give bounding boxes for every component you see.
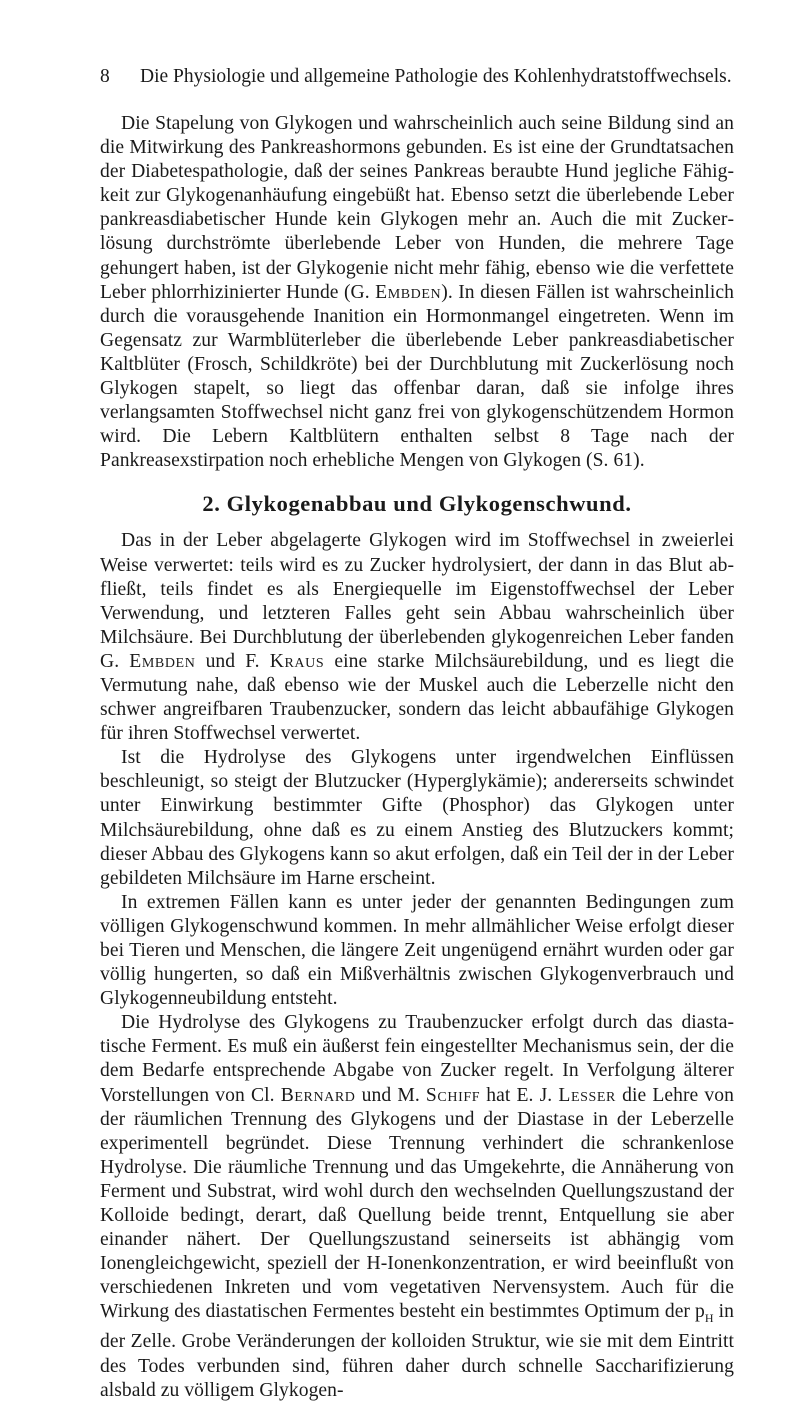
running-head [100, 64, 734, 90]
author-name: Lesser [558, 1084, 616, 1106]
section-heading: 2. Glykogenabbau und Glykogenschwund. [202, 491, 632, 517]
running-title: Die Physiologie und allgemeine Pathologie des Kohlenhydratstoffwechsels. [140, 66, 732, 87]
paragraph-glykogen-verwertung: Das in der Leber abgelagerte Glykogen wird im Stoffwechsel in zweierlei Weise verwertet: teils wird es zu Zucker hydrolysiert, der dann in das Blut abfließt, teils findet es als Energiequelle im Eigenstoffwechsel der Leber Verwendung, und letzteren Falles geht sein Abbau wahrscheinlich über Milchsäure. Bei Durchblutung der überlebenden glykogenreichen Leber fanden G. Embden und F. Kraus eine starke Milchsäurebildung, und es liegt die Vermutung nahe, daß ebenso wie der Muskel auch die Leberzelle nicht den schwer angreifbaren Traubenzucker, sondern das leicht abbaufähige Glykogen für ihren Stoffwechsel verwertet. [100, 530, 735, 745]
paragraph-diastase: Die Hydrolyse des Glykogens zu Traubenzucker erfolgt durch das diastatische Ferment. Es muß ein äußerst fein eingestellter Mechanismus sein, der die dem Bedarfe entsprechende Abgabe von Zucker regelt. In Verfolgung älterer Vorstellungen von Cl. Bernard und M. Schiff hat E. J. Lesser die Lehre von der räumlichen Trennung des Glykogens und der Diastase in der Leberzelle experimentell begründet. Diese Trennung verhindert die schrankenlose Hydrolyse. Die räumliche Trennung und das Umgekehrte, die Annäherung von Ferment und Substrat, wird wohl durch den wechselnden Quellungszustand der Kolloide bedingt, derart, daß Quellung beide trennt, Entquellung sie aber einander nähert. Der Quellungszustand seinerseits ist abhängig vom Ionengleichgewicht, speziell der H-Ionenkonzentration, er wird beeinflußt von verschiedenen Inkreten und vom vegetativen Nervensystem. Auch für die Wirkung des diastatischen Fermentes besteht ein bestimmtes Optimum der $p_H$ in der Zelle. Grobe Veränderungen der kolloiden Struktur, wie sie mit dem Eintritt des Todes verbunden sind, führen daher durch schnelle Saccharifizierung alsbald zu völligem Glykogen- [100, 1012, 735, 1401]
author-name: Embden [375, 281, 442, 303]
paragraph-hydrolyse: Ist die Hydrolyse des Glykogens unter irgendwelchen Einflüssen beschleunigt, so steigt der Blutzucker (Hyperglykämie); andererseits schwindet unter Einwirkung bestimmter Gifte (Phosphor) das Glykogen unter Milchsäurebildung, ohne daß es zu einem Anstieg des Blutzuckers kommt; dieser Abbau des Glykogens kann so akut erfolgen, daß ein Teil der in der Leber gebildeten Milchsäure im Harne erscheint. [100, 747, 734, 889]
page-number: 8 [100, 66, 110, 87]
paragraph-glykogenschwund: In extremen Fällen kann es unter jeder der genannten Bedingungen zum völligen Glykogenschwund kommen. In mehr allmählicher Weise erfolgt dieser bei Tieren und Menschen, die längere Zeit ungenügend ernährt wurden oder gar völlig hungerten, so daß ein Mißverhältnis zwischen Glykogenverbrauch und Glykogenneubildung entsteht. [100, 891, 734, 1010]
author-name: Kraus [269, 650, 325, 672]
paragraph-glykogen-stapelung: Die Stapelung von Glykogen und wahrscheinlich auch seine Bildung sind an die Mitwirkung des Pankreashormons gebunden. Es ist eine der Grundtatsachen der Diabetespathologie, daß der seines Pankreas beraubte Hund jegliche Fähigkeit zur Glykogenanhäufung eingebüßt hat. Ebenso setzt die überlebende Leber pankreasdiabetischer Hunde kein Glykogen mehr an. Auch die mit Zuckerlösung durchströmte überlebende Leber von Hunden, die mehrere Tage gehungert haben, ist der Glykogenie nicht mehr fähig, ebenso wie die verfettete Leber phlorrhizinierter Hunde (G. Embden). In diesen Fällen ist wahrscheinlich durch die vorausgehende Inanition ein Hormonmangel eingetreten. Wenn im Gegensatz zur Warmblüterleber die überlebende Leber pankreasdiabetischer Kaltblüter (Frosch, Schildkröte) bei der Durchblutung mit Zuckerlösung noch Glykogen stapelt, so liegt das offenbar daran, daß sie infolge ihres verlangsamten Stoffwechsel nicht ganz frei von glykogenschützendem Hormon wird. Die Lebern Kaltblütern enthalten selbst 8 Tage nach der Pankreasexstirpation noch erhebliche Mengen von Glykogen (S. 61). [100, 113, 734, 472]
author-name: Schiff [425, 1084, 481, 1106]
author-name: Bernard [280, 1084, 356, 1106]
author-name: Embden [129, 650, 196, 672]
subscript-h: H [704, 1311, 714, 1326]
